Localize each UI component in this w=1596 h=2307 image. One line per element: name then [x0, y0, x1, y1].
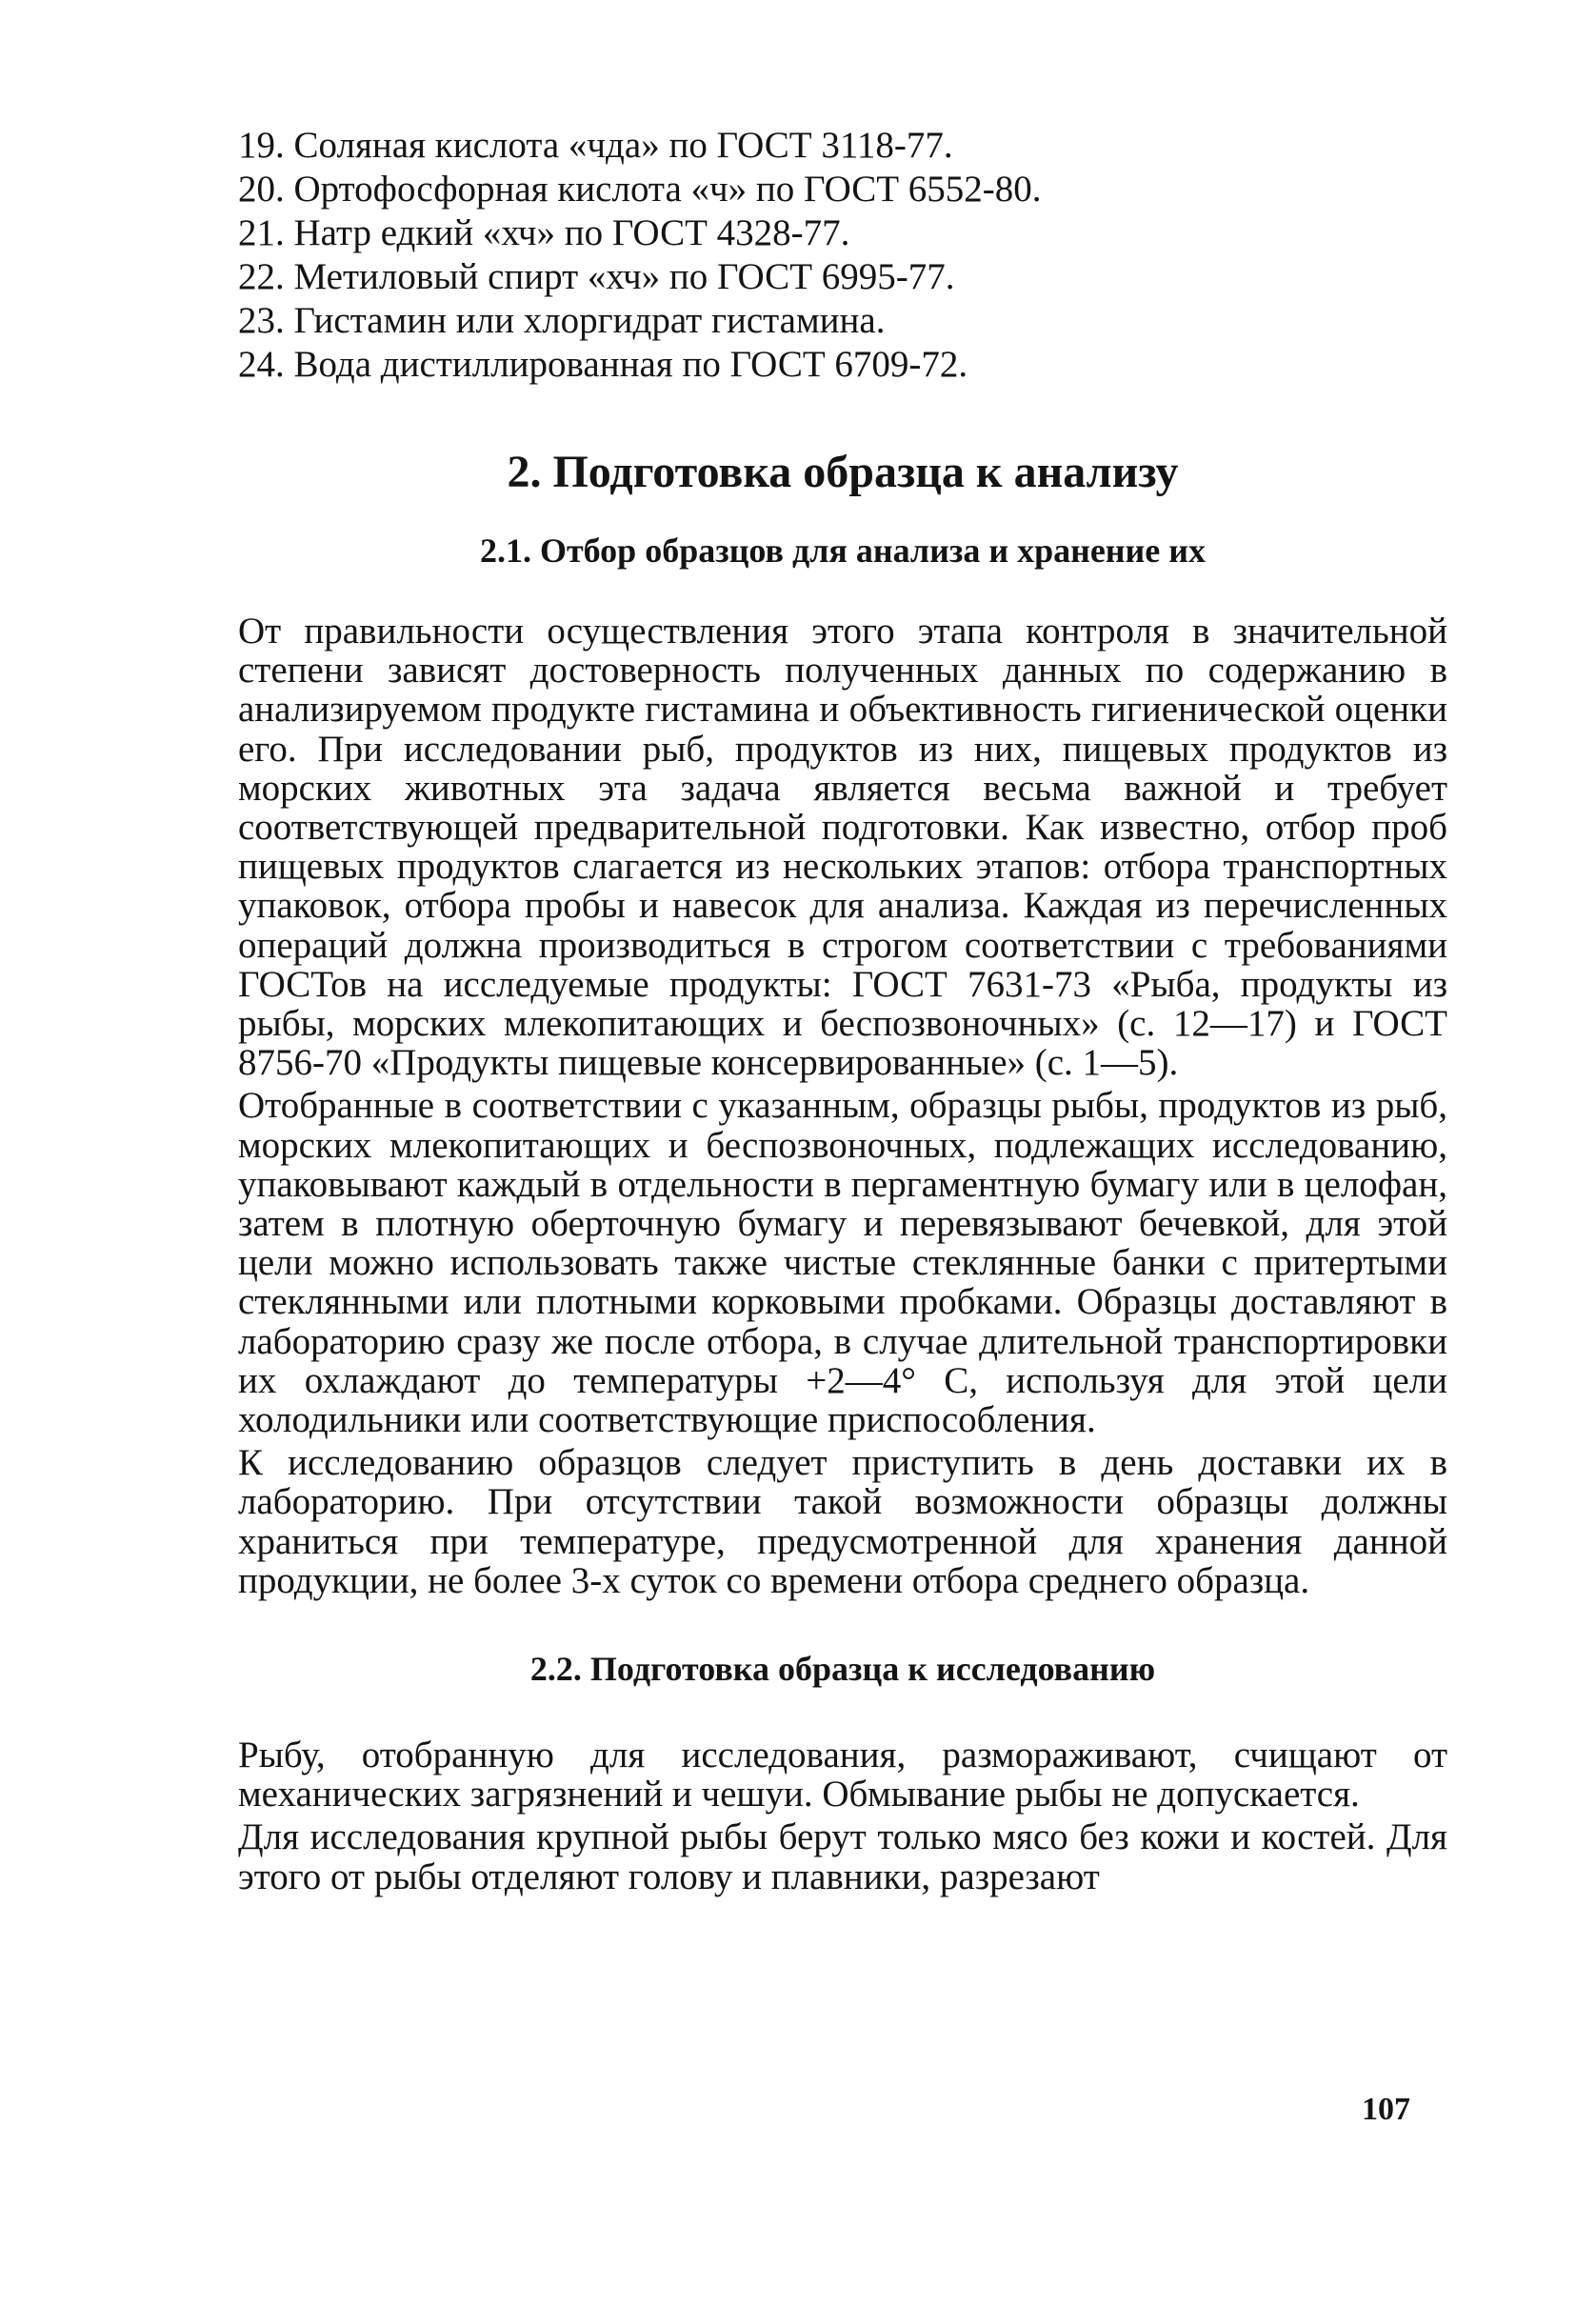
section-title: 2. Подготовка образца к анализу	[507, 447, 1179, 497]
paragraph: Отобранные в соответствии с указанным, образцы рыбы, продуктов из рыб, морских млекопитающих и беспозвоночных, подлежащих исследованию, упаковывают каждый в отдельности в пергаментную бумагу или в целофан, затем в плотную оберточную бумагу и перевязывают бечевкой, для этой цели можно использовать также чистые стеклянные банки с притертыми стеклянными или плотными корковыми пробками. Образцы доставляют в лабораторию сразу же после отбора, в случае длительной транспортировки их охлаждают до температуры +2—4° С, используя для этой цели холодильники или соответствующие приспособления.	[238, 1085, 1447, 1441]
list-item: 21. Натр едкий «хч» по ГОСТ 4328-77.	[238, 212, 850, 253]
paragraph: Для исследования крупной рыбы берут только мясо без кожи и костей. Для этого от рыбы отделяют голову и плавники, разрезают	[238, 1816, 1447, 1897]
reagents-list	[238, 124, 1447, 387]
subsection-title-sampling: 2.1. Отбор образцов для анализа и хранение их	[479, 532, 1207, 570]
list-item: 19. Соляная кислота «чда» по ГОСТ 3118-77.	[238, 125, 953, 166]
subsection-title-preparation: 2.2. Подготовка образца к исследованию	[529, 1650, 1156, 1689]
paragraph: Рыбу, отобранную для исследования, размораживают, счищают от механических загрязнений и чешуи. Обмывание рыбы не допускается.	[238, 1735, 1447, 1816]
document-page	[238, 124, 1447, 1896]
list-item: 23. Гистамин или хлоргидрат гистамина.	[238, 300, 886, 341]
list-item: 20. Ортофосфорная кислота «ч» по ГОСТ 6552-80.	[238, 169, 1042, 210]
list-item: 24. Вода дистиллированная по ГОСТ 6709-72.	[238, 344, 968, 385]
list-item: 22. Метиловый спирт «хч» по ГОСТ 6995-77.	[238, 256, 955, 297]
paragraph: От правильности осуществления этого этапа контроля в значительной степени зависят достоверность полученных данных по содержанию в анализируемом продукте гистамина и объективность гигиенической оценки его. При исследовании рыб, продуктов из них, пищевых продуктов из морских животных эта задача является весьма важной и требует соответствующей предварительной подготовки. Как известно, отбор проб пищевых продуктов слагается из нескольких этапов: отбора транспортных упаковок, отбора пробы и навесок для анализа. Каждая из перечисленных операций должна производиться в строгом соответствии с требованиями ГОСТов на исследуемые продукты: ГОСТ 7631-73 «Рыба, продукты из рыбы, морских млекопитающих и беспозвоночных» (с. 12—17) и ГОСТ 8756-70 «Продукты пищевые консервированные» (с. 1—5).	[238, 611, 1447, 1084]
paragraph: К исследованию образцов следует приступить в день доставки их в лабораторию. При отсутствии такой возможности образцы должны храниться при температуре, предусмотренной для хранения данной продукции, не более 3-х суток со времени отбора среднего образца.	[238, 1442, 1447, 1601]
page-number: 107	[1362, 2092, 1410, 2127]
